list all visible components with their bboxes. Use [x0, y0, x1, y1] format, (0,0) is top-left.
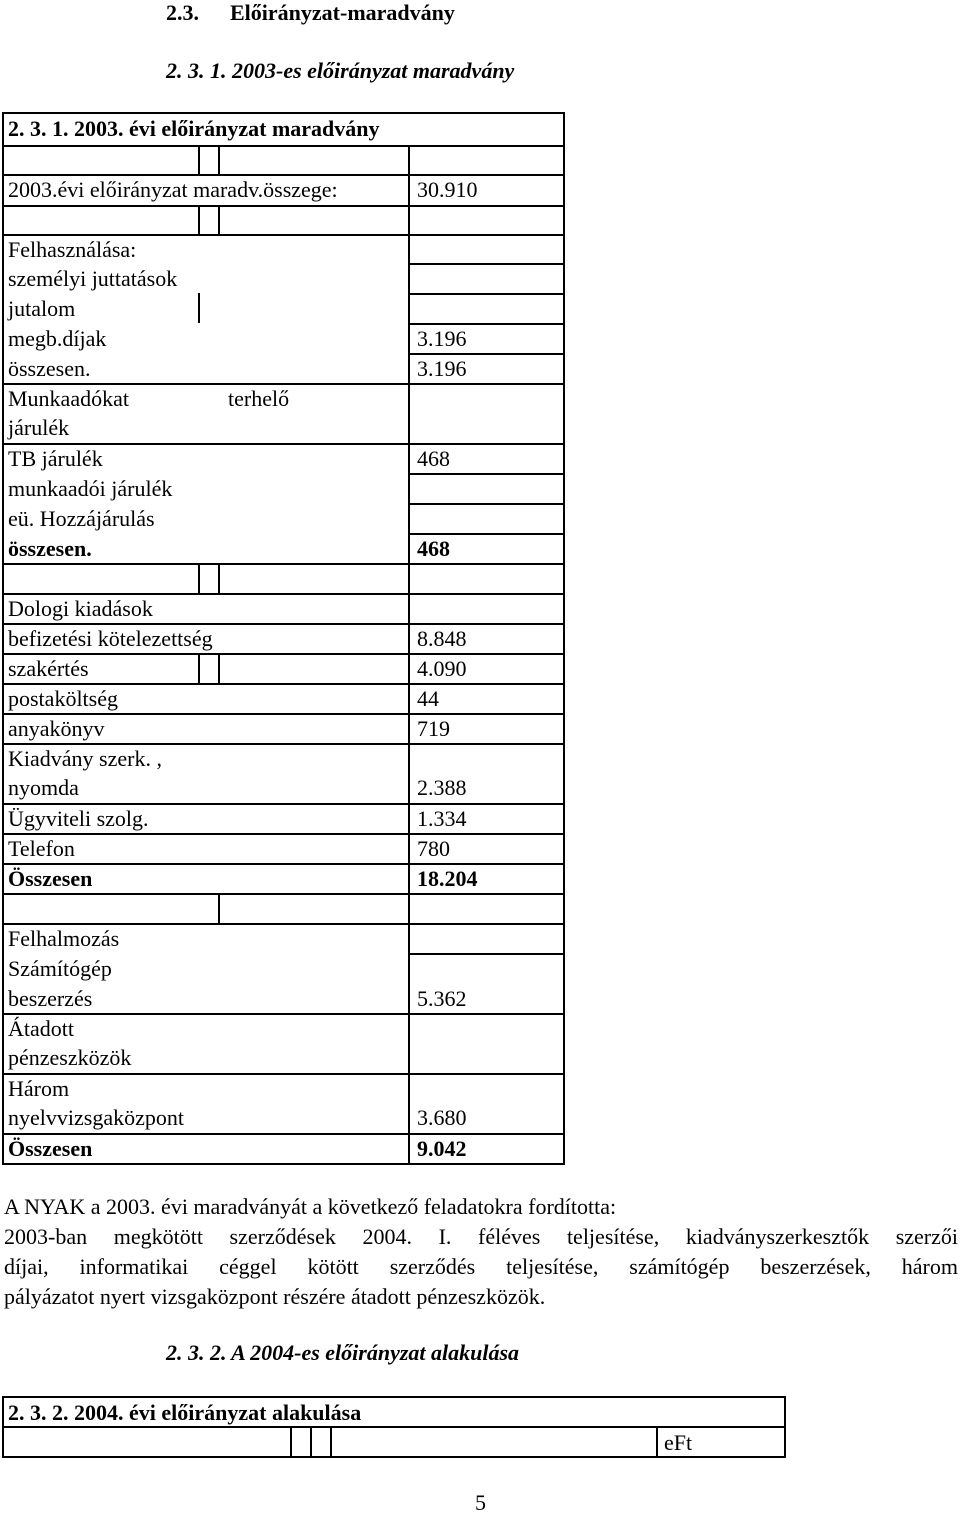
row-label: járulék — [8, 415, 70, 440]
row-label: 2003.évi előirányzat maradv.összege: — [8, 177, 338, 202]
row-label-right: terhelő — [228, 386, 290, 411]
row-label: postaköltség — [8, 686, 118, 711]
row-value: 5.362 — [417, 986, 467, 1011]
row-label: összesen. — [8, 536, 92, 561]
row-label: munkaadói járulék — [8, 476, 173, 501]
row-label: Összesen — [8, 1136, 93, 1161]
row-value: 1.334 — [417, 806, 467, 831]
row-label: Összesen — [8, 866, 93, 891]
row-label: jutalom — [8, 296, 76, 321]
row-label: Telefon — [8, 836, 75, 861]
paragraph-line: pályázatot nyert vizsgaközpont részére átadott pénzeszközök. — [4, 1284, 546, 1309]
row-value: 9.042 — [417, 1136, 467, 1161]
row-label: nyelvvizsgaközpont — [8, 1105, 184, 1130]
row-label: Átadott — [8, 1016, 74, 1041]
row-label: Kiadvány szerk. , — [8, 746, 162, 771]
row-value: 780 — [417, 836, 450, 861]
row-label: megb.díjak — [8, 326, 107, 351]
row-value: 30.910 — [417, 177, 478, 202]
row-value: 4.090 — [417, 656, 467, 681]
row-label: Három — [8, 1076, 70, 1101]
paragraph-line: 2003-ban megkötött szerződések 2004. I. féléves teljesítése, kiadványszerkesztők szerzői — [4, 1224, 958, 1249]
row-label: pénzeszközök — [8, 1045, 132, 1070]
row-label: Felhasználása: — [8, 237, 137, 262]
row-value: 18.204 — [417, 866, 478, 891]
row-label: Ügyviteli szolg. — [8, 806, 149, 831]
row-value: 468 — [417, 536, 450, 561]
page-number: 5 — [475, 1490, 486, 1515]
row-label: TB járulék — [8, 446, 103, 471]
paragraph-line: díjai, informatikai céggel kötött szerződés teljesítése, számítógép beszerzések, három — [4, 1254, 958, 1279]
row-label: beszerzés — [8, 986, 93, 1011]
section-title: Előirányzat-maradvány — [230, 0, 455, 25]
table2-title: 2. 3. 2. 2004. évi előirányzat alakulása — [8, 1400, 362, 1425]
table1-title: 2. 3. 1. 2003. évi előirányzat maradvány — [8, 116, 380, 141]
row-label: eü. Hozzájárulás — [8, 506, 155, 531]
row-label: személyi juttatások — [8, 266, 178, 291]
row-value: 8.848 — [417, 626, 467, 651]
table2-unit: eFt — [664, 1430, 693, 1455]
row-label: Munkaadókat — [8, 386, 129, 411]
row-value: 3.196 — [417, 356, 467, 381]
row-label: összesen. — [8, 356, 91, 381]
row-value: 468 — [417, 446, 450, 471]
paragraph-intro: A NYAK a 2003. évi maradványát a következő feladatokra fordította: — [4, 1194, 617, 1219]
row-value: 3.680 — [417, 1105, 467, 1130]
section-number: 2.3. — [166, 0, 199, 25]
subheading-2-3-2: 2. 3. 2. A 2004-es előirányzat alakulása — [166, 1340, 520, 1365]
row-value: 44 — [417, 686, 439, 711]
row-label: szakértés — [8, 656, 89, 681]
row-label: Számítógép — [8, 956, 112, 981]
row-label: nyomda — [8, 775, 79, 800]
row-label: anyakönyv — [8, 716, 105, 741]
row-label: Felhalmozás — [8, 926, 120, 951]
row-label: Dologi kiadások — [8, 596, 153, 621]
row-value: 2.388 — [417, 775, 467, 800]
row-label: befizetési kötelezettség — [8, 626, 213, 651]
row-value: 3.196 — [417, 326, 467, 351]
subheading-2-3-1: 2. 3. 1. 2003-es előirányzat maradvány — [166, 58, 515, 83]
row-value: 719 — [417, 716, 450, 741]
